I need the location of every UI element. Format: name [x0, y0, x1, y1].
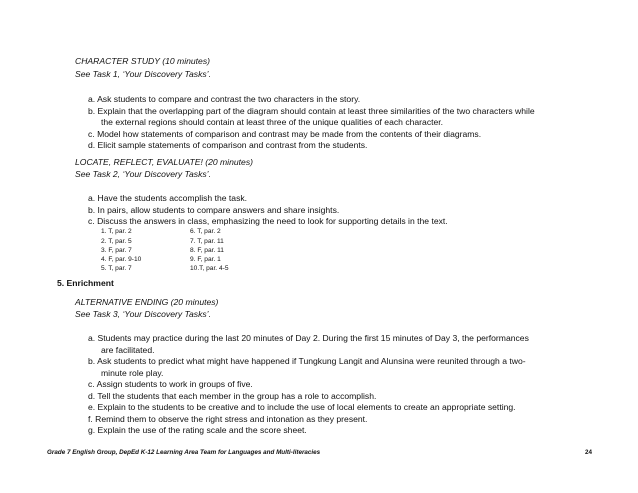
task3-item-a: a. Students may practice during the last 20 minutes of Day 2. During the first 15 minutes of Day 3, the performances [88, 333, 529, 343]
task3-item-g: g. Explain the use of the rating scale and the score sheet. [88, 425, 307, 435]
task1-item-b: b. Explain that the overlapping part of the diagram should contain at least three similarities of the two characters while [88, 106, 535, 116]
task3-item-a-cont: are facilitated. [101, 345, 155, 355]
task3-item-b: b. Ask students to predict what might have happened if Tungkung Langit and Alunsina were reunited through a two- [88, 356, 526, 366]
answer-key-item: 3. F, par. 7 [101, 247, 132, 254]
task2-reference: See Task 2, ‘Your Discovery Tasks’. [75, 169, 211, 179]
answer-key-item: 5. T, par. 7 [101, 265, 132, 272]
task1-item-c: c. Model how statements of comparison and contrast may be made from the contents of their diagrams. [88, 129, 482, 139]
task1-heading: CHARACTER STUDY (10 minutes) [75, 56, 210, 66]
answer-key-item: 9. F, par. 1 [190, 256, 221, 263]
task3-heading: ALTERNATIVE ENDING (20 minutes) [75, 297, 219, 307]
task2-item-c: c. Discuss the answers in class, emphasizing the need to look for supporting details in the text. [88, 216, 448, 226]
page-number: 24 [585, 449, 593, 456]
task3-item-f: f. Remind them to observe the right stress and intonation as they present. [88, 414, 368, 424]
answer-key-item: 10.T, par. 4-5 [190, 265, 229, 272]
task1-reference: See Task 1, ‘Your Discovery Tasks’. [75, 69, 211, 79]
answer-key-item: 4. F, par. 9-10 [101, 256, 142, 263]
task1-item-d: d. Elicit sample statements of comparison and contrast from the students. [88, 140, 368, 150]
footer-text: Grade 7 English Group, DepEd K-12 Learning Area Team for Languages and Multi-literacies [47, 449, 321, 456]
task2-item-b: b. In pairs, allow students to compare answers and share insights. [88, 205, 340, 215]
answer-key-item: 8. F, par. 11 [190, 247, 224, 254]
answer-key-item: 2. T, par. 5 [101, 238, 132, 245]
task3-reference: See Task 3, ‘Your Discovery Tasks’. [75, 309, 211, 319]
answer-key-item: 7. T, par. 11 [190, 238, 224, 245]
task3-item-e: e. Explain to the students to be creative and to include the use of local elements to create an appropriate setting. [88, 402, 516, 412]
task3-item-c: c. Assign students to work in groups of five. [88, 379, 253, 389]
answer-key-item: 6. T, par. 2 [190, 228, 221, 235]
answer-key-item: 1. T, par. 2 [101, 228, 132, 235]
task1-item-b-cont: the external regions should contain at least three of the unique qualities of each character. [101, 117, 444, 127]
task2-item-a: a. Have the students accomplish the task. [88, 193, 248, 203]
task3-item-d: d. Tell the students that each member in the group has a role to accomplish. [88, 391, 377, 401]
task1-item-a: a. Ask students to compare and contrast the two characters in the story. [88, 94, 361, 104]
task2-heading: LOCATE, REFLECT, EVALUATE! (20 minutes) [75, 157, 253, 167]
section-heading: 5. Enrichment [57, 278, 114, 288]
task3-item-b-cont: minute role play. [101, 368, 164, 378]
